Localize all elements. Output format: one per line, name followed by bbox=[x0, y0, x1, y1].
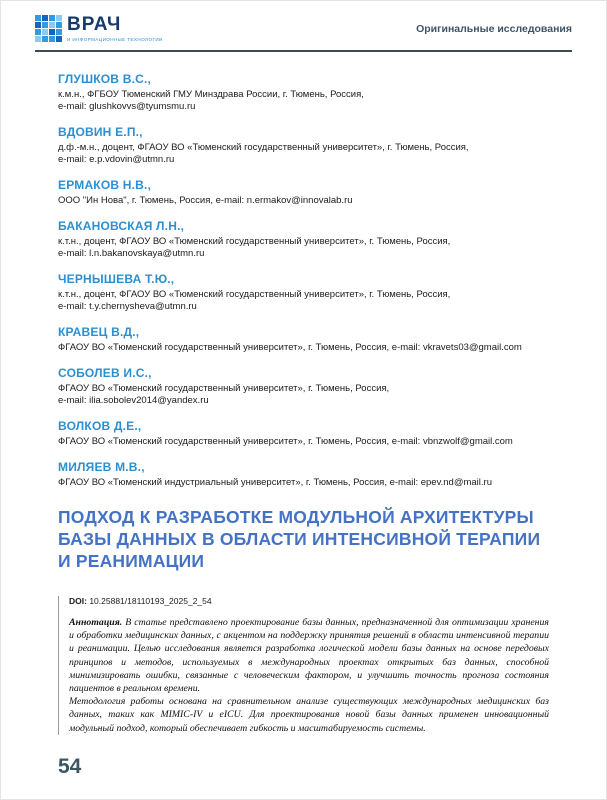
author-entry bbox=[58, 178, 549, 207]
doi-value: 10.25881/18110193_2025_2_54 bbox=[89, 596, 212, 606]
page-content bbox=[58, 72, 549, 735]
abstract-text: В статье представлено проектирование базы данных, предназначенной для оптимизации хранения и обработки медицинских данных, с акцентом на поддержку принятия решений в области интенсивной терапии и реанимации. Целью исследования является разработка логической модели базы данных на основе передовых принципов и методов, используемых в международных проектах открытых баз данных, способной минимизировать ошибки, связанные с человеческим фактором, и улучшить точность прогноза состояния пациентов в реальном времени. bbox=[69, 617, 549, 695]
authors-list bbox=[58, 72, 549, 489]
abstract-label: Аннотация. bbox=[69, 617, 123, 628]
author-entry bbox=[58, 125, 549, 166]
author-entry bbox=[58, 72, 549, 113]
author-affiliation: к.т.н., доцент, ФГАОУ ВО «Тюменский государственный университет», г. Тюмень, Россия, bbox=[58, 236, 451, 247]
author-name: МИЛЯЕВ М.В., bbox=[58, 460, 145, 474]
journal-logo bbox=[35, 15, 163, 42]
author-affiliation: к.м.н., ФГБОУ Тюменский ГМУ Минздрава России, г. Тюмень, Россия, bbox=[58, 89, 364, 100]
logo-title: ВРАЧ bbox=[67, 14, 122, 35]
author-affiliation: д.ф.-м.н., доцент, ФГАОУ ВО «Тюменский государственный университет», г. Тюмень, Россия, bbox=[58, 142, 469, 153]
author-affiliation: ФГАОУ ВО «Тюменский государственный университет», г. Тюмень, Россия, e-mail: vkravets03@gmail.com bbox=[58, 342, 522, 353]
author-entry bbox=[58, 219, 549, 260]
author-affiliation: ФГАОУ ВО «Тюменский индустриальный университет», г. Тюмень, Россия, e-mail: epev.nd@mail.ru bbox=[58, 477, 492, 488]
section-label: Оригинальные исследования bbox=[416, 22, 572, 35]
page-number: 54 bbox=[58, 755, 82, 778]
logo-subtitle: И ИНФОРМАЦИОННЫЕ ТЕХНОЛОГИИ bbox=[67, 37, 163, 42]
author-affiliation: ФГАОУ ВО «Тюменский государственный университет», г. Тюмень, Россия, bbox=[58, 383, 390, 394]
author-entry bbox=[58, 366, 549, 407]
author-name: КРАВЕЦ В.Д., bbox=[58, 325, 140, 339]
abstract-block bbox=[58, 596, 549, 735]
author-name: СОБОЛЕВ И.С., bbox=[58, 366, 152, 380]
author-entry bbox=[58, 460, 549, 489]
author-entry bbox=[58, 419, 549, 448]
abstract-paragraph bbox=[69, 616, 549, 695]
author-affiliation: к.т.н., доцент, ФГАОУ ВО «Тюменский государственный университет», г. Тюмень, Россия, bbox=[58, 289, 451, 300]
abstract-paragraph: Методология работы основана на сравнительном анализе существующих международных медицинских баз данных, таких как MIMIC-IV и eICU. Для проектирования новой базы данных применен инновационный модульный подход, который обеспечивает гибкость и масштабируемость системы. bbox=[69, 696, 549, 734]
doi-label: DOI: bbox=[69, 596, 87, 606]
author-entry bbox=[58, 272, 549, 313]
author-email: e-mail: e.p.vdovin@utmn.ru bbox=[58, 154, 175, 165]
author-name: БАКАНОВСКАЯ Л.Н., bbox=[58, 219, 185, 233]
author-affiliation: ФГАОУ ВО «Тюменский государственный университет», г. Тюмень, Россия, e-mail: vbnzwolf@gmail.com bbox=[58, 436, 513, 447]
author-email: e-mail: t.y.chernysheva@utmn.ru bbox=[58, 301, 197, 312]
author-name: ВОЛКОВ Д.Е., bbox=[58, 419, 142, 433]
author-email: e-mail: l.n.bakanovskaya@utmn.ru bbox=[58, 248, 205, 259]
author-affiliation: ООО "Ин Нова", г. Тюмень, Россия, e-mail: n.ermakov@innovalab.ru bbox=[58, 195, 353, 206]
author-email: e-mail: glushkovvs@tyumsmu.ru bbox=[58, 101, 196, 112]
author-name: ЕРМАКОВ Н.В., bbox=[58, 178, 152, 192]
logo-texts bbox=[67, 15, 163, 42]
author-name: ЧЕРНЫШЕВА Т.Ю., bbox=[58, 272, 175, 286]
article-title: ПОДХОД К РАЗРАБОТКЕ МОДУЛЬНОЙ АРХИТЕКТУРЫ БАЗЫ ДАННЫХ В ОБЛАСТИ ИНТЕНСИВНОЙ ТЕРАПИИ И РЕАНИМАЦИИ bbox=[58, 507, 541, 571]
doi-line bbox=[69, 596, 549, 606]
author-name: ВДОВИН Е.П., bbox=[58, 125, 143, 139]
author-email: e-mail: ilia.sobolev2014@yandex.ru bbox=[58, 395, 209, 406]
author-entry bbox=[58, 325, 549, 354]
journal-header bbox=[35, 15, 572, 52]
logo-grid-icon bbox=[35, 15, 62, 42]
author-name: ГЛУШКОВ В.С., bbox=[58, 72, 152, 86]
